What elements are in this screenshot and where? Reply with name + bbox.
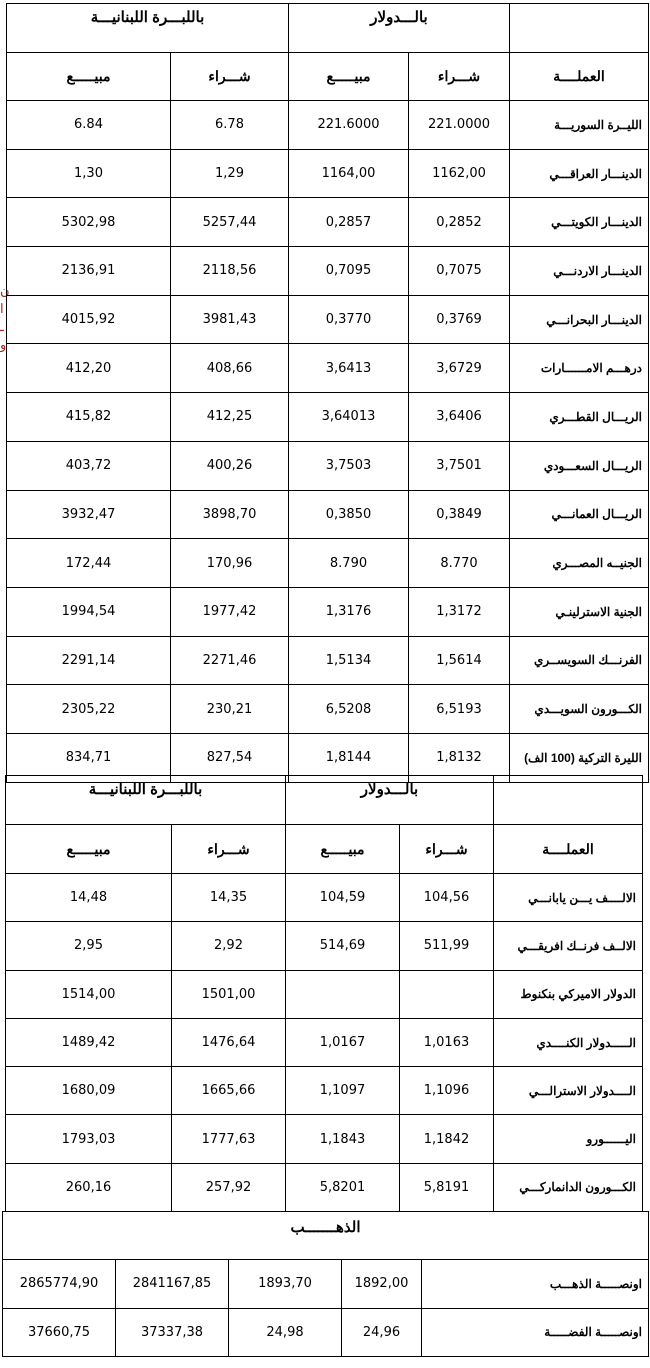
lbp-buy-cell: 2,92 [172,922,286,970]
usd-buy-cell: 1,1096 [400,1067,494,1115]
col-usd-sell: مبيـــــع [289,53,409,101]
lbp-sell-cell: 2,95 [6,922,172,970]
side-char: و [0,337,7,352]
side-char: ـ [0,319,4,334]
usd-sell-cell: 0,2857 [289,198,409,247]
usd-sell-cell: 24,98 [229,1308,342,1357]
lbp-sell-cell: 172,44 [7,539,171,588]
usd-sell-cell: 0,7095 [289,247,409,296]
lbp-sell-cell: 412,20 [7,344,171,393]
usd-sell-cell: 6,5208 [289,685,409,734]
lbp-sell-cell: 14,48 [6,874,172,922]
usd-buy-cell: 1162,00 [409,149,510,198]
lbp-sell-cell: 5302,98 [7,198,171,247]
lbp-sell-cell: 834,71 [7,733,171,782]
lbp-sell-cell: 260,16 [6,1163,172,1211]
col-currency: العملــــة [494,825,643,874]
usd-buy-cell: 1,5614 [409,636,510,685]
usd-sell-cell: 1,1097 [286,1067,400,1115]
lbp-sell-cell: 6.84 [7,101,171,150]
usd-buy-cell: 1,0163 [400,1018,494,1066]
rate-row [7,393,649,442]
exchange-rates-table-secondary [5,775,643,1212]
rate-row [6,1018,643,1066]
col-lbp-sell: مبيـــــع [7,53,171,101]
currency-name: اونصـــــة الفضـــــة [422,1308,649,1357]
usd-buy-cell: 0,3849 [409,490,510,539]
col-lbp-sell: مبيـــــع [6,825,172,874]
usd-buy-cell: 24,96 [342,1308,422,1357]
lbp-buy-cell: 1777,63 [172,1115,286,1163]
currency-name: اونصـــــة الذهـــب [422,1260,649,1309]
rate-row [7,490,649,539]
usd-sell-cell: 1,5134 [289,636,409,685]
currency-name: درهـــم الامــــــارات [510,344,649,393]
empty-header-cell [510,4,649,53]
lbp-buy-cell: 170,96 [171,539,289,588]
rate-row [7,101,649,150]
lbp-sell-cell: 2136,91 [7,247,171,296]
lbp-sell-cell: 1793,03 [6,1115,172,1163]
usd-sell-cell: 3,7503 [289,441,409,490]
lbp-sell-cell: 2305,22 [7,685,171,734]
lbp-buy-cell: 1476,64 [172,1018,286,1066]
col-usd-buy: شـــراء [409,53,510,101]
exchange-rates-table-main [6,3,649,783]
usd-buy-cell: 1,8132 [409,733,510,782]
usd-sell-cell: 3,64013 [289,393,409,442]
lbp-group-header: باللبـــرة اللبنانيـــة [7,4,289,53]
lbp-buy-cell: 2118,56 [171,247,289,296]
rate-row [7,539,649,588]
usd-buy-cell: 1892,00 [342,1260,422,1309]
col-usd-sell: مبيـــــع [286,825,400,874]
rate-row [6,922,643,970]
lbp-sell-cell: 1514,00 [6,970,172,1018]
rate-row [7,247,649,296]
usd-group-header: بالـــدولار [286,776,494,825]
col-lbp-buy: شـــراء [172,825,286,874]
usd-buy-cell [400,970,494,1018]
currency-name: الكـــورون الدانماركـــي [494,1163,643,1211]
rate-row [7,295,649,344]
col-lbp-buy: شـــراء [171,53,289,101]
usd-buy-cell: 5,8191 [400,1163,494,1211]
currency-name: اليــــــورو [494,1115,643,1163]
currency-name: الدينـــار البحرانـــي [510,295,649,344]
currency-name: الــــدولار الاسترالـــي [494,1067,643,1115]
col-usd-buy: شـــراء [400,825,494,874]
rate-row [6,1115,643,1163]
lbp-buy-cell: 1,29 [171,149,289,198]
currency-name: الالــــف يـــن يابانـــي [494,874,643,922]
usd-sell-cell: 1,3176 [289,587,409,636]
usd-sell-cell: 221.6000 [289,101,409,150]
usd-sell-cell: 0,3850 [289,490,409,539]
rate-row [6,970,643,1018]
usd-sell-cell: 1893,70 [229,1260,342,1309]
rate-row [6,1067,643,1115]
lbp-sell-cell: 1994,54 [7,587,171,636]
currency-name: الريـــال القطـــري [510,393,649,442]
usd-group-header: بالـــدولار [289,4,510,53]
usd-buy-cell: 3,6729 [409,344,510,393]
side-char: ا [0,301,4,316]
rate-row [6,1163,643,1211]
lbp-group-header: باللبـــرة اللبنانيـــة [6,776,286,825]
usd-buy-cell: 3,7501 [409,441,510,490]
rate-row [3,1260,649,1309]
lbp-buy-cell: 14,35 [172,874,286,922]
usd-buy-cell: 221.0000 [409,101,510,150]
currency-name: الريـــال السعـــودي [510,441,649,490]
usd-sell-cell: 1164,00 [289,149,409,198]
usd-sell-cell: 0,3770 [289,295,409,344]
side-char: ن [0,283,10,298]
currency-name: الدينـــار العراقـــي [510,149,649,198]
currency-name: الريـــال العمانـــي [510,490,649,539]
rate-row [7,441,649,490]
lbp-sell-cell: 4015,92 [7,295,171,344]
lbp-buy-cell: 3981,43 [171,295,289,344]
usd-buy-cell: 3,6406 [409,393,510,442]
lbp-sell-cell: 403,72 [7,441,171,490]
rate-row [7,344,649,393]
rate-row [7,636,649,685]
empty-header-cell [494,776,643,825]
usd-sell-cell: 514,69 [286,922,400,970]
usd-buy-cell: 8.770 [409,539,510,588]
lbp-buy-cell: 827,54 [171,733,289,782]
rate-row [7,685,649,734]
usd-sell-cell: 5,8201 [286,1163,400,1211]
usd-sell-cell: 1,1843 [286,1115,400,1163]
lbp-sell-cell: 1680,09 [6,1067,172,1115]
currency-name: الكـــورون السويـــدي [510,685,649,734]
currency-name: الجنيــه المصـــري [510,539,649,588]
lbp-buy-cell: 230,21 [171,685,289,734]
usd-buy-cell: 104,56 [400,874,494,922]
lbp-buy-cell: 400,26 [171,441,289,490]
usd-sell-cell: 3,6413 [289,344,409,393]
currency-name: الفرنـــك السويســري [510,636,649,685]
currency-name: الجنية الاسترلينـي [510,587,649,636]
lbp-buy-cell: 412,25 [171,393,289,442]
lbp-buy-cell: 1665,66 [172,1067,286,1115]
rate-row [6,874,643,922]
gold-table [2,1211,649,1357]
col-currency: العملــــة [510,53,649,101]
lbp-buy-cell: 6.78 [171,101,289,150]
currency-name: الدينـــار الكويتـــي [510,198,649,247]
currency-name: الليرة التركية (100 الف) [510,733,649,782]
currency-name: الدينـــار الاردنـــي [510,247,649,296]
lbp-sell-cell: 2291,14 [7,636,171,685]
rate-row [7,198,649,247]
currency-name: الـــــدولار الكنــــدي [494,1018,643,1066]
lbp-buy-cell: 2841167,85 [116,1260,229,1309]
gold-title: الذهـــــــب [3,1212,649,1260]
lbp-buy-cell: 2271,46 [171,636,289,685]
currency-name: الليــرة السوريـــة [510,101,649,150]
rate-row [7,149,649,198]
usd-buy-cell: 0,2852 [409,198,510,247]
lbp-buy-cell: 408,66 [171,344,289,393]
usd-buy-cell: 0,7075 [409,247,510,296]
lbp-buy-cell: 3898,70 [171,490,289,539]
usd-buy-cell: 511,99 [400,922,494,970]
lbp-sell-cell: 37660,75 [3,1308,116,1357]
usd-buy-cell: 0,3769 [409,295,510,344]
lbp-sell-cell: 415,82 [7,393,171,442]
lbp-buy-cell: 257,92 [172,1163,286,1211]
lbp-sell-cell: 3932,47 [7,490,171,539]
usd-sell-cell: 1,0167 [286,1018,400,1066]
currency-name: الدولار الاميركي بنكنوط [494,970,643,1018]
lbp-sell-cell: 1489,42 [6,1018,172,1066]
usd-buy-cell: 6,5193 [409,685,510,734]
rate-row [3,1308,649,1357]
usd-buy-cell: 1,3172 [409,587,510,636]
lbp-buy-cell: 5257,44 [171,198,289,247]
lbp-buy-cell: 37337,38 [116,1308,229,1357]
usd-sell-cell [286,970,400,1018]
currency-name: الالــف فرنــك افريقـــي [494,922,643,970]
usd-sell-cell: 1,8144 [289,733,409,782]
lbp-buy-cell: 1977,42 [171,587,289,636]
lbp-buy-cell: 1501,00 [172,970,286,1018]
lbp-sell-cell: 1,30 [7,149,171,198]
rate-row [7,587,649,636]
usd-sell-cell: 104,59 [286,874,400,922]
lbp-sell-cell: 2865774,90 [3,1260,116,1309]
usd-sell-cell: 8.790 [289,539,409,588]
usd-buy-cell: 1,1842 [400,1115,494,1163]
